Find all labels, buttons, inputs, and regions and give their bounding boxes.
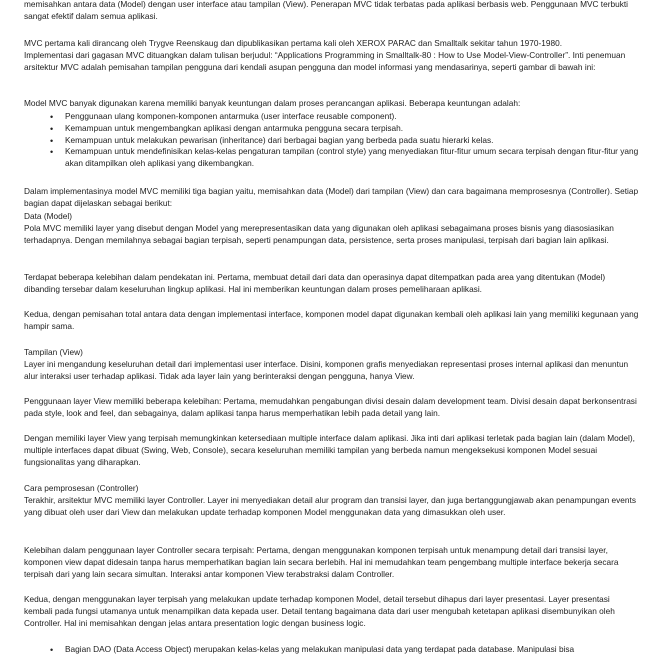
view-paragraph-1: Layer ini mengandung keseluruhan detail dari implementasi user interface. Disini, komponen grafis menyediakan representasi proses internal aplikasi dan menuntun alur interaksi user terhadap aplikasi. Tidak ada layer lain yang berinteraksi dengan pengguna, hanya View. [24, 359, 629, 381]
model-paragraph-1: Pola MVC memiliki layer yang disebut dengan Model yang merepresentasikan data yang digunakan oleh aplikasi sebagaimana proses bisnis yang diasosiasikan terhadapnya. Dengan memilahnya sebagai bagian terpisah, seperti penampungan data, persistence, serta proses manipulasi, terpisah dari bagian lain aplikasi. [24, 223, 614, 245]
history-line-2: Implementasi dari gagasan MVC dituangkan dalam tulisan berjudul: “Applications Programming in Smalltalk-80 : How to Use Model-View-Controller”. Inti penemuan arsitektur MVC adalah pemisahan tampilan pengguna dari kendali asupan pengguna dan model informasi yang mendasarinya, seperti gambar di bawah ini: [24, 49, 626, 72]
history-paragraph [24, 38, 640, 73]
advantages-list [24, 111, 640, 170]
intro-continuation: memisahkan antara data (Model) dengan user interface atau tampilan (View). Penerapan MVC tidak terbatas pada aplikasi berbasis web. Penggunaan MVC terbukti sangat efektif dalam semua aplikasi. [24, 0, 629, 21]
view-paragraph-2: Penggunaan layer View memiliki beberapa kelebihan: Pertama, memudahkan pengabungan divisi desain dalam development team. Divisi desain dapat berkonsentrasi pada style, look and feel, dan sebagainya, dalam aplikasi tanpa harus memperhatikan lebih pada detail yang lain. [24, 396, 637, 418]
view-paragraph-3: Dengan memiliki layer View yang terpisah memungkinkan ketersediaan multiple interface dalam aplikasi. Jika inti dari aplikasi terletak pada bagian lain (dalam Model), multiple interfaces dapat dibuat (Swing, Web, Console), secara keseluruhan memiliki tampilan yang berbeda namun mengeksekusi komponen Model sesuai fungsionalitas yang diharapkan. [24, 433, 635, 467]
controller-paragraph-3: Kedua, dengan menggunakan layer terpisah yang melakukan update terhadap komponen Model, detail tersebut dihapus dari layer presentasi. Layer presentasi kembali pada fungsi utamanya untuk menampilkan data kepada user. Detail tentang bagaimana data dari user mengubah ketetapan aplikasi disembunyikan oleh Controller. Hal ini memisahkan dengan jelas antara presentation logic dengan business logic. [24, 594, 615, 628]
list-item: • Kemampuan untuk melakukan pewarisan (inheritance) dari berbagai bagian yang berbeda pada suatu hierarki kelas. [24, 135, 640, 147]
advantages-intro: Model MVC banyak digunakan karena memiliki banyak keuntungan dalam proses perancangan aplikasi. Beberapa keuntungan adalah: [24, 98, 521, 108]
history-line-1: MVC pertama kali dirancang oleh Trygve Reenskaug dan dipublikasikan pertama kali oleh XEROX PARAC dan Smalltalk sekitar tahun 1970-1980. [24, 38, 563, 48]
list-item: • Bagian DAO (Data Access Object) merupakan kelas-kelas yang melakukan manipulasi data yang terdapat pada database. Manipulasi bisa [24, 644, 640, 656]
model-paragraph-2: Terdapat beberapa kelebihan dalam pendekatan ini. Pertama, membuat detail dari data dan operasinya dapat ditempatkan pada area yang ditentukan (Model) dibanding tersebar dalam keseluruhan lingkup aplikasi. Hal ini memberikan keuntungan dalam proses pemeliharaan aplikasi. [24, 272, 606, 294]
list-item: • Penggunaan ulang komponen-komponen antarmuka (user interface reusable component). [24, 111, 640, 123]
controller-paragraph-2: Kelebihan dalam penggunaan layer Controller secara terpisah: Pertama, dengan menggunakan komponen terpisah untuk menampung detail dari transisi layer, komponen view dapat didesain tanpa harus memperhatikan bagian lain secara berlebih. Hal ini memudahkan team pengembang multiple interface bekerja secara terpisah dari yang lain secara simultan. Interaksi antar komponen View terabstraksi dalam Controller. [24, 545, 619, 579]
list-item: • Kemampuan untuk mendefinisikan kelas-kelas pengaturan tampilan (control style) yang menyediakan fitur-fitur umum secara terpisah dengan fitur-fitur yang akan ditampilkan oleh aplikasi yang dikembangkan. [24, 146, 640, 170]
list-item: • Kemampuan untuk mengembangkan aplikasi dengan antarmuka pengguna secara terpisah. [24, 123, 640, 135]
controller-heading: Cara pemprosesan (Controller) [24, 483, 139, 493]
controller-bullets [24, 644, 640, 656]
implementation-paragraph: Dalam implementasinya model MVC memiliki tiga bagian yaitu, memisahkan data (Model) dari tampilan (View) dan cara bagaimana memprosesnya (Controller). Setiap bagian dapat dijelaskan sebagai berikut: [24, 186, 639, 208]
controller-paragraph-1: Terakhir, arsitektur MVC memiliki layer Controller. Layer ini menyediakan detail alur program dan transisi layer, dan juga bertanggungjawab akan penampungan events yang dibuat oleh user dari View dan melakukan update terhadap komponen Model menggunakan data yang dimasukkan oleh user. [24, 495, 636, 517]
model-heading: Data (Model) [24, 211, 72, 221]
view-heading: Tampilan (View) [24, 347, 83, 357]
model-paragraph-3: Kedua, dengan pemisahan total antara data dengan implementasi interface, komponen model dapat digunakan kembali oleh aplikasi lain yang memiliki kegunaan yang hampir sama. [24, 309, 639, 331]
